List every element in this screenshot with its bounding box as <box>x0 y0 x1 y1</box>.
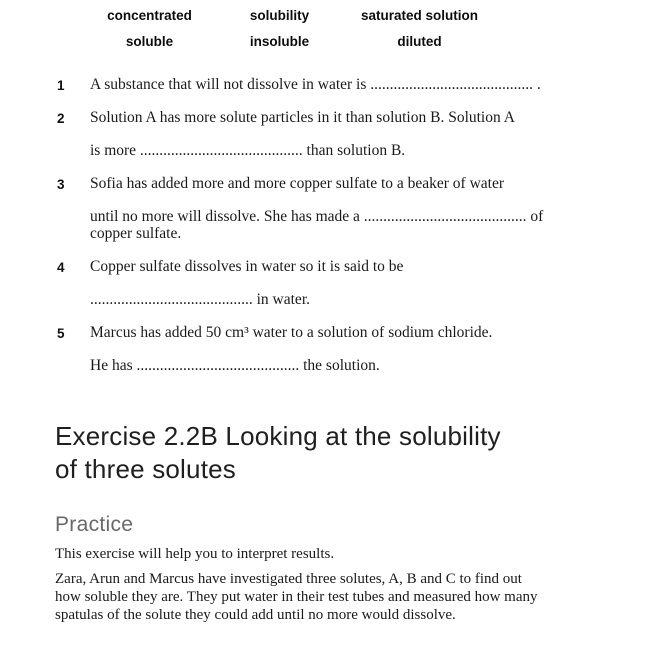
question-line: Sofia has added more and more copper sulfate to a beaker of water <box>90 175 505 192</box>
section-heading <box>55 420 654 486</box>
question-line: He has .......................................... the solution. <box>90 356 380 374</box>
question-line: Solution A has more solute particles in it than solution B. Solution A <box>90 109 515 126</box>
word-bank <box>72 8 654 50</box>
question-line: Copper sulfate dissolves in water so it is said to be <box>90 257 404 275</box>
question-list <box>57 77 654 391</box>
question-number: 5 <box>57 325 65 341</box>
word-bank-term-insoluble: insoluble <box>249 34 310 49</box>
question-4 <box>57 259 654 325</box>
question-text <box>90 259 654 325</box>
word-bank-term-soluble: soluble <box>125 34 174 49</box>
question-line: copper sulfate. <box>90 224 182 242</box>
question-text <box>90 110 654 176</box>
section-heading-line-1: Exercise 2.2B Looking at the solubility <box>55 420 501 451</box>
practice-subheading: Practice <box>55 512 134 536</box>
question-line: Marcus has added 50 cm³ water to a solution of sodium chloride. <box>90 323 493 341</box>
question-text <box>90 77 654 110</box>
question-line: until no more will dissolve. She has made a .......................................... of <box>90 208 544 225</box>
word-bank-term-solubility: solubility <box>249 8 310 23</box>
question-line: .......................................... in water. <box>90 290 310 308</box>
question-text <box>90 176 654 259</box>
question-number: 4 <box>57 259 65 275</box>
intro-paragraph: This exercise will help you to interpret results. <box>55 545 335 562</box>
question-text <box>90 325 654 391</box>
question-number: 1 <box>57 78 65 93</box>
question-1 <box>57 77 654 110</box>
question-line: A substance that will not dissolve in water is .......................................... . <box>90 76 541 93</box>
question-number: 2 <box>57 111 65 126</box>
word-bank-term-saturated-solution: saturated solution <box>360 8 478 23</box>
question-2 <box>57 110 654 176</box>
question-number: 3 <box>57 177 65 192</box>
word-bank-term-diluted: diluted <box>397 34 442 49</box>
section-heading-line-2: of three solutes <box>55 453 236 484</box>
question-5 <box>57 325 654 391</box>
question-3 <box>57 176 654 259</box>
investigation-paragraph: Zara, Arun and Marcus have investigated three solutes, A, B and C to find out how soluble they are. They put water in their test tubes and measured how many spatulas of the solute they could add until no more would dissolve. <box>55 570 538 623</box>
word-bank-term-concentrated: concentrated <box>107 8 192 23</box>
question-line: is more .......................................... than solution B. <box>90 142 406 159</box>
